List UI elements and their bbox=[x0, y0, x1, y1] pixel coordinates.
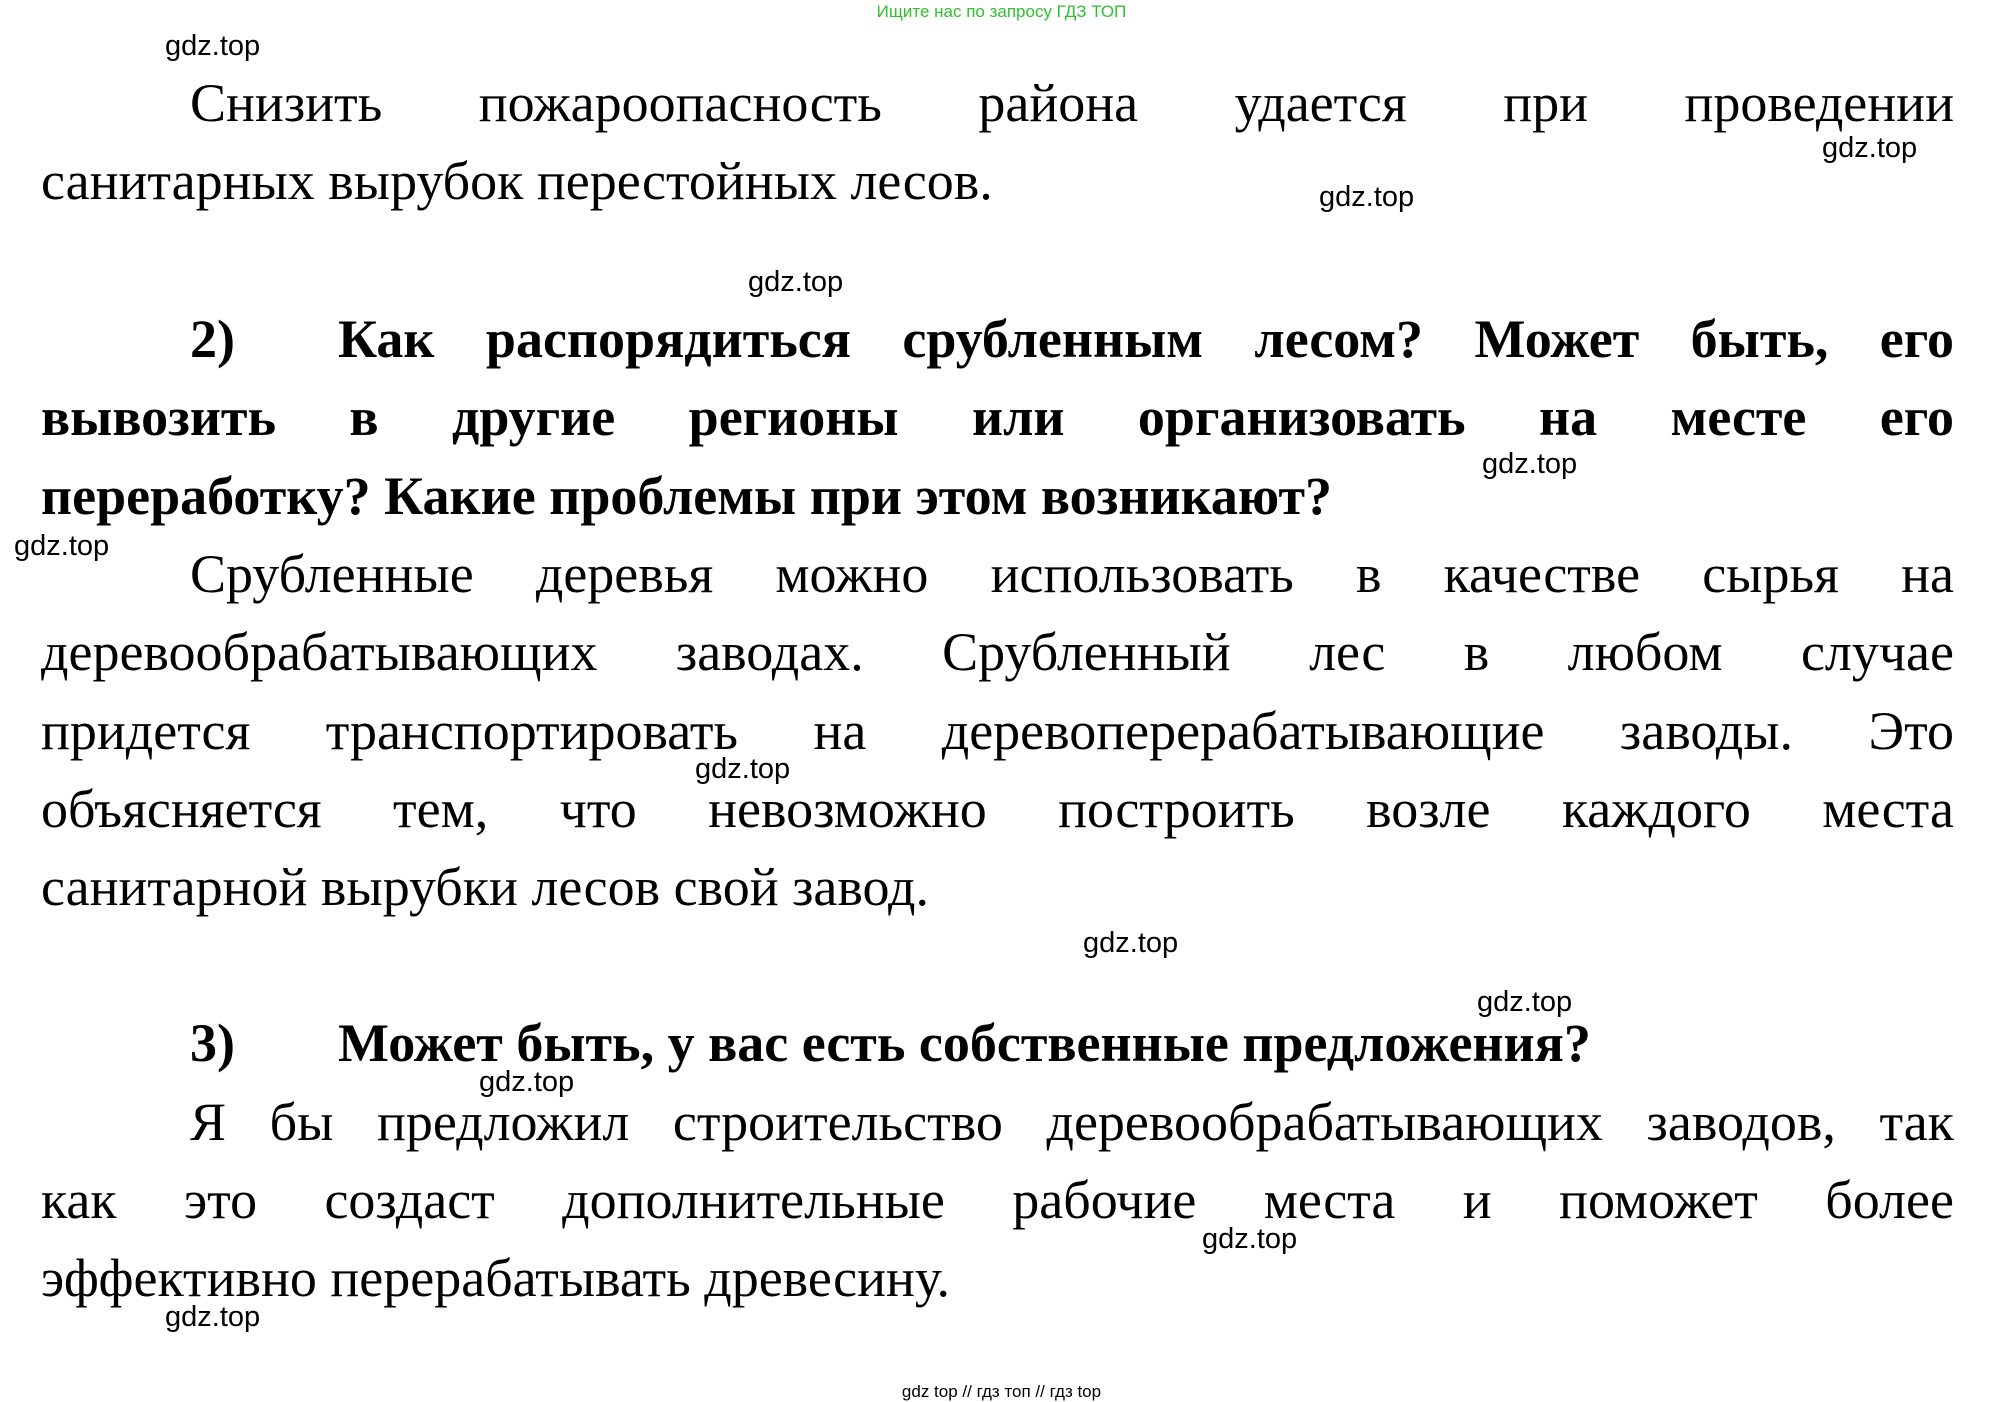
word: удается bbox=[1234, 73, 1407, 133]
word: регионы bbox=[688, 387, 899, 447]
watermark: gdz.top bbox=[1202, 1223, 1298, 1255]
word: вывозить bbox=[41, 387, 277, 447]
word: Может bbox=[1474, 309, 1640, 369]
word: сырья bbox=[1702, 544, 1839, 604]
word: деревообрабатывающих bbox=[1046, 1092, 1603, 1152]
question3-number: 3) bbox=[190, 1013, 235, 1073]
question3-line bbox=[190, 1004, 1954, 1082]
word: в bbox=[1463, 622, 1490, 682]
answer1-line1 bbox=[190, 64, 1954, 142]
word: это bbox=[184, 1170, 258, 1230]
answer3-line1 bbox=[190, 1083, 1954, 1161]
answer1-line2: санитарных вырубок перестойных лесов. bbox=[41, 151, 993, 211]
word: как bbox=[41, 1170, 117, 1230]
word: места bbox=[1822, 779, 1954, 839]
question2-line1 bbox=[190, 300, 1954, 378]
word: его bbox=[1879, 387, 1954, 447]
word: использовать bbox=[990, 544, 1294, 604]
word: так bbox=[1879, 1092, 1954, 1152]
word: месте bbox=[1670, 387, 1807, 447]
word: в bbox=[1355, 544, 1382, 604]
word: каждого bbox=[1561, 779, 1751, 839]
word: лес bbox=[1309, 622, 1386, 682]
word: на bbox=[1901, 544, 1954, 604]
word: или bbox=[971, 387, 1065, 447]
word: дополнительные bbox=[562, 1170, 945, 1230]
question2-line3: переработку? Какие проблемы при этом возникают? bbox=[41, 466, 1332, 526]
watermark: gdz.top bbox=[1477, 986, 1573, 1018]
word: качестве bbox=[1443, 544, 1641, 604]
word: более bbox=[1825, 1170, 1954, 1230]
word: Это bbox=[1868, 701, 1954, 761]
word: заводов, bbox=[1646, 1092, 1836, 1152]
word: заводы. bbox=[1619, 701, 1794, 761]
answer2-line3 bbox=[41, 692, 1954, 770]
watermark: gdz.top bbox=[14, 530, 110, 562]
word: рабочие bbox=[1012, 1170, 1197, 1230]
answer2-line4 bbox=[41, 770, 1954, 848]
word: бы bbox=[269, 1092, 334, 1152]
word: случае bbox=[1800, 622, 1954, 682]
watermark: gdz.top bbox=[695, 753, 791, 785]
word: района bbox=[978, 73, 1139, 133]
watermark: gdz.top bbox=[1482, 448, 1578, 480]
word: срубленным bbox=[902, 309, 1204, 369]
watermark: gdz.top bbox=[165, 30, 261, 62]
word: проведении bbox=[1684, 73, 1954, 133]
word: Как bbox=[337, 309, 435, 369]
answer2-line5: санитарной вырубки лесов свой завод. bbox=[41, 857, 929, 917]
word: поможет bbox=[1559, 1170, 1758, 1230]
word: Я bbox=[190, 1092, 227, 1152]
word: построить bbox=[1058, 779, 1295, 839]
word: при bbox=[1503, 73, 1588, 133]
answer2-line2 bbox=[41, 613, 1954, 691]
watermark: gdz.top bbox=[165, 1301, 261, 1333]
answer2-line1 bbox=[190, 535, 1954, 613]
word: объясняется bbox=[41, 779, 322, 839]
word: предложил bbox=[376, 1092, 630, 1152]
word: любом bbox=[1567, 622, 1723, 682]
word: на bbox=[813, 701, 867, 761]
word: Снизить bbox=[190, 73, 383, 133]
word: строительство bbox=[672, 1092, 1003, 1152]
word: тем, bbox=[393, 779, 489, 839]
word: распорядиться bbox=[485, 309, 851, 369]
word: места bbox=[1263, 1170, 1396, 1230]
watermark: gdz.top bbox=[1822, 132, 1918, 164]
word: его bbox=[1879, 309, 1954, 369]
word: на bbox=[1539, 387, 1598, 447]
word: Срубленные bbox=[190, 544, 474, 604]
word: что bbox=[559, 779, 637, 839]
footer-watermark: gdz top // гдз топ // гдз top bbox=[901, 1382, 1102, 1401]
word: можно bbox=[775, 544, 929, 604]
word: пожароопасность bbox=[478, 73, 882, 133]
question2-line2 bbox=[41, 378, 1954, 456]
word: деревообрабатывающих bbox=[41, 622, 598, 682]
word: и bbox=[1462, 1170, 1492, 1230]
question2-number: 2) bbox=[190, 309, 235, 369]
word: в bbox=[349, 387, 379, 447]
watermark: gdz.top bbox=[1319, 181, 1415, 213]
top-banner: Ищите нас по запросу ГДЗ ТОП bbox=[876, 2, 1127, 21]
word: придется bbox=[41, 701, 251, 761]
word: лесом? bbox=[1254, 309, 1424, 369]
word: возле bbox=[1366, 779, 1491, 839]
word: создаст bbox=[324, 1170, 495, 1230]
word: невозможно bbox=[708, 779, 987, 839]
word: быть, bbox=[1690, 309, 1829, 369]
answer3-line2 bbox=[41, 1161, 1954, 1239]
watermark: gdz.top bbox=[1083, 927, 1179, 959]
word: заводах. bbox=[675, 622, 864, 682]
word: деревоперерабатывающие bbox=[941, 701, 1545, 761]
word: Срубленный bbox=[942, 622, 1231, 682]
word: транспортировать bbox=[325, 701, 739, 761]
answer3-line3: эффективно перерабатывать древесину. bbox=[41, 1248, 951, 1308]
word: другие bbox=[452, 387, 616, 447]
word: деревья bbox=[535, 544, 714, 604]
question3-text: Может быть, у вас есть собственные предложения? bbox=[337, 1013, 1591, 1073]
watermark: gdz.top bbox=[479, 1066, 575, 1098]
watermark: gdz.top bbox=[748, 266, 844, 298]
word: организовать bbox=[1137, 387, 1466, 447]
